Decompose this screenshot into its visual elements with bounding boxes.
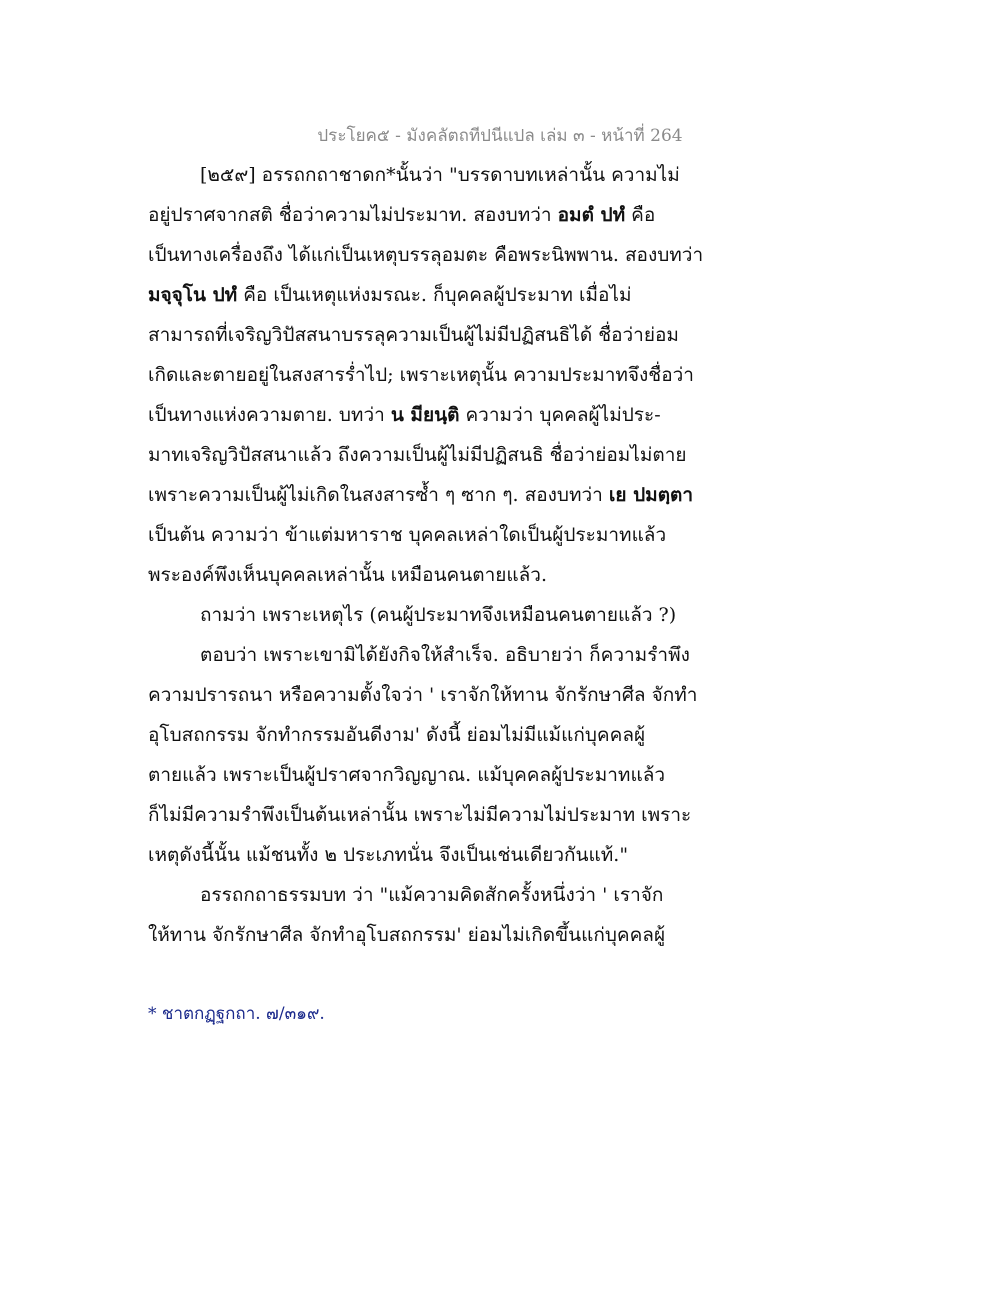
text-run: เพราะความเป็นผู้ไม่เกิดในสงสารซ้ำ ๆ ซาก ๆ. สองบทว่า	[148, 484, 609, 506]
text-line	[148, 875, 708, 915]
text-line	[148, 195, 708, 235]
text-run: ความว่า บุคคลผู้ไม่ประ-	[459, 404, 661, 426]
text-run: เหตุดังนี้นั้น แม้ชนทั้ง ๒ ประเภทนั่น จึงเป็นเช่นเดียวกันแท้."	[148, 844, 629, 866]
footnote	[148, 1000, 325, 1027]
text-line	[148, 515, 708, 555]
text-run: ถามว่า เพราะเหตุไร (คนผู้ประมาทจึงเหมือนคนตายแล้ว ?)	[200, 604, 677, 626]
text-line	[148, 555, 708, 595]
pali-term: เย ปมตฺตา	[608, 484, 694, 506]
text-run: ให้ทาน จักรักษาศีล จักทำอุโบสถกรรม' ย่อมไม่เกิดขึ้นแก่บุคคลผู้	[148, 924, 666, 946]
text-run: อรรถกถาธรรมบท ว่า "แม้ความคิดสักครั้งหนึ่งว่า ' เราจัก	[200, 884, 664, 906]
footnote-text: * ชาตกฏฺฐกถา. ๗/๓๑๙.	[148, 1004, 325, 1024]
text-line	[148, 595, 708, 635]
running-header-text: ประโยค๕ - มังคลัตถทีปนีแปล เล่ม ๓ - หน้าที่ 264	[317, 126, 683, 146]
text-line	[148, 715, 708, 755]
pali-term: มจฺจุโน ปทํ	[148, 284, 238, 306]
text-run: มาทเจริญวิปัสสนาแล้ว ถึงความเป็นผู้ไม่มีปฏิสนธิ ชื่อว่าย่อมไม่ตาย	[148, 444, 687, 466]
text-line	[148, 635, 708, 675]
text-run: พระองค์พึงเห็นบุคคลเหล่านั้น เหมือนคนตายแล้ว.	[148, 564, 547, 586]
text-line	[148, 435, 708, 475]
text-line	[148, 915, 708, 955]
text-run: [๒๕๙] อรรถกถาชาดก*นั้นว่า "บรรดาบทเหล่านั้น ความไม่	[200, 164, 680, 186]
text-run: ก็ไม่มีความรำพึงเป็นต้นเหล่านั้น เพราะไม่มีความไม่ประมาท เพราะ	[148, 804, 692, 826]
text-run: ความปรารถนา หรือความตั้งใจว่า ' เราจักให้ทาน จักรักษาศีล จักทำ	[148, 684, 698, 706]
text-run: ตอบว่า เพราะเขามิได้ยังกิจให้สำเร็จ. อธิบายว่า ก็ความรำพึง	[200, 644, 690, 666]
text-line	[148, 675, 708, 715]
text-line	[148, 235, 708, 275]
text-line	[148, 315, 708, 355]
text-run: เป็นทางเครื่องถึง ได้แก่เป็นเหตุบรรลุอมตะ คือพระนิพพาน. สองบทว่า	[148, 244, 704, 266]
text-line	[148, 475, 708, 515]
text-line	[148, 835, 708, 875]
text-run: เกิดและตายอยู่ในสงสารร่ำไป; เพราะเหตุนั้น ความประมาทจึงชื่อว่า	[148, 364, 694, 386]
text-line	[148, 795, 708, 835]
text-run: ตายแล้ว เพราะเป็นผู้ปราศจากวิญญาณ. แม้บุคคลผู้ประมาทแล้ว	[148, 764, 666, 786]
text-line	[148, 155, 708, 195]
text-run: เป็นต้น ความว่า ข้าแต่มหาราช บุคคลเหล่าใดเป็นผู้ประมาทแล้ว	[148, 524, 667, 546]
pali-term: น มียนฺติ	[390, 404, 460, 426]
text-run: อุโบสถกรรม จักทำกรรมอันดีงาม' ดังนี้ ย่อมไม่มีแม้แก่บุคคลผู้	[148, 724, 646, 746]
text-line	[148, 355, 708, 395]
text-line	[148, 275, 708, 315]
text-line	[148, 755, 708, 795]
running-header	[0, 122, 1000, 149]
text-line	[148, 395, 708, 435]
body-text	[148, 155, 708, 955]
text-run: อยู่ปราศจากสติ ชื่อว่าความไม่ประมาท. สองบทว่า	[148, 204, 558, 226]
text-run: คือ เป็นเหตุแห่งมรณะ. ก็บุคคลผู้ประมาท เมื่อไม่	[237, 284, 632, 306]
text-run: สามารถที่เจริญวิปัสสนาบรรลุความเป็นผู้ไม่มีปฏิสนธิได้ ชื่อว่าย่อม	[148, 324, 679, 346]
pali-term: อมตํ ปทํ	[557, 204, 626, 226]
text-run: เป็นทางแห่งความตาย. บทว่า	[148, 404, 391, 426]
text-run: คือ	[625, 204, 656, 226]
